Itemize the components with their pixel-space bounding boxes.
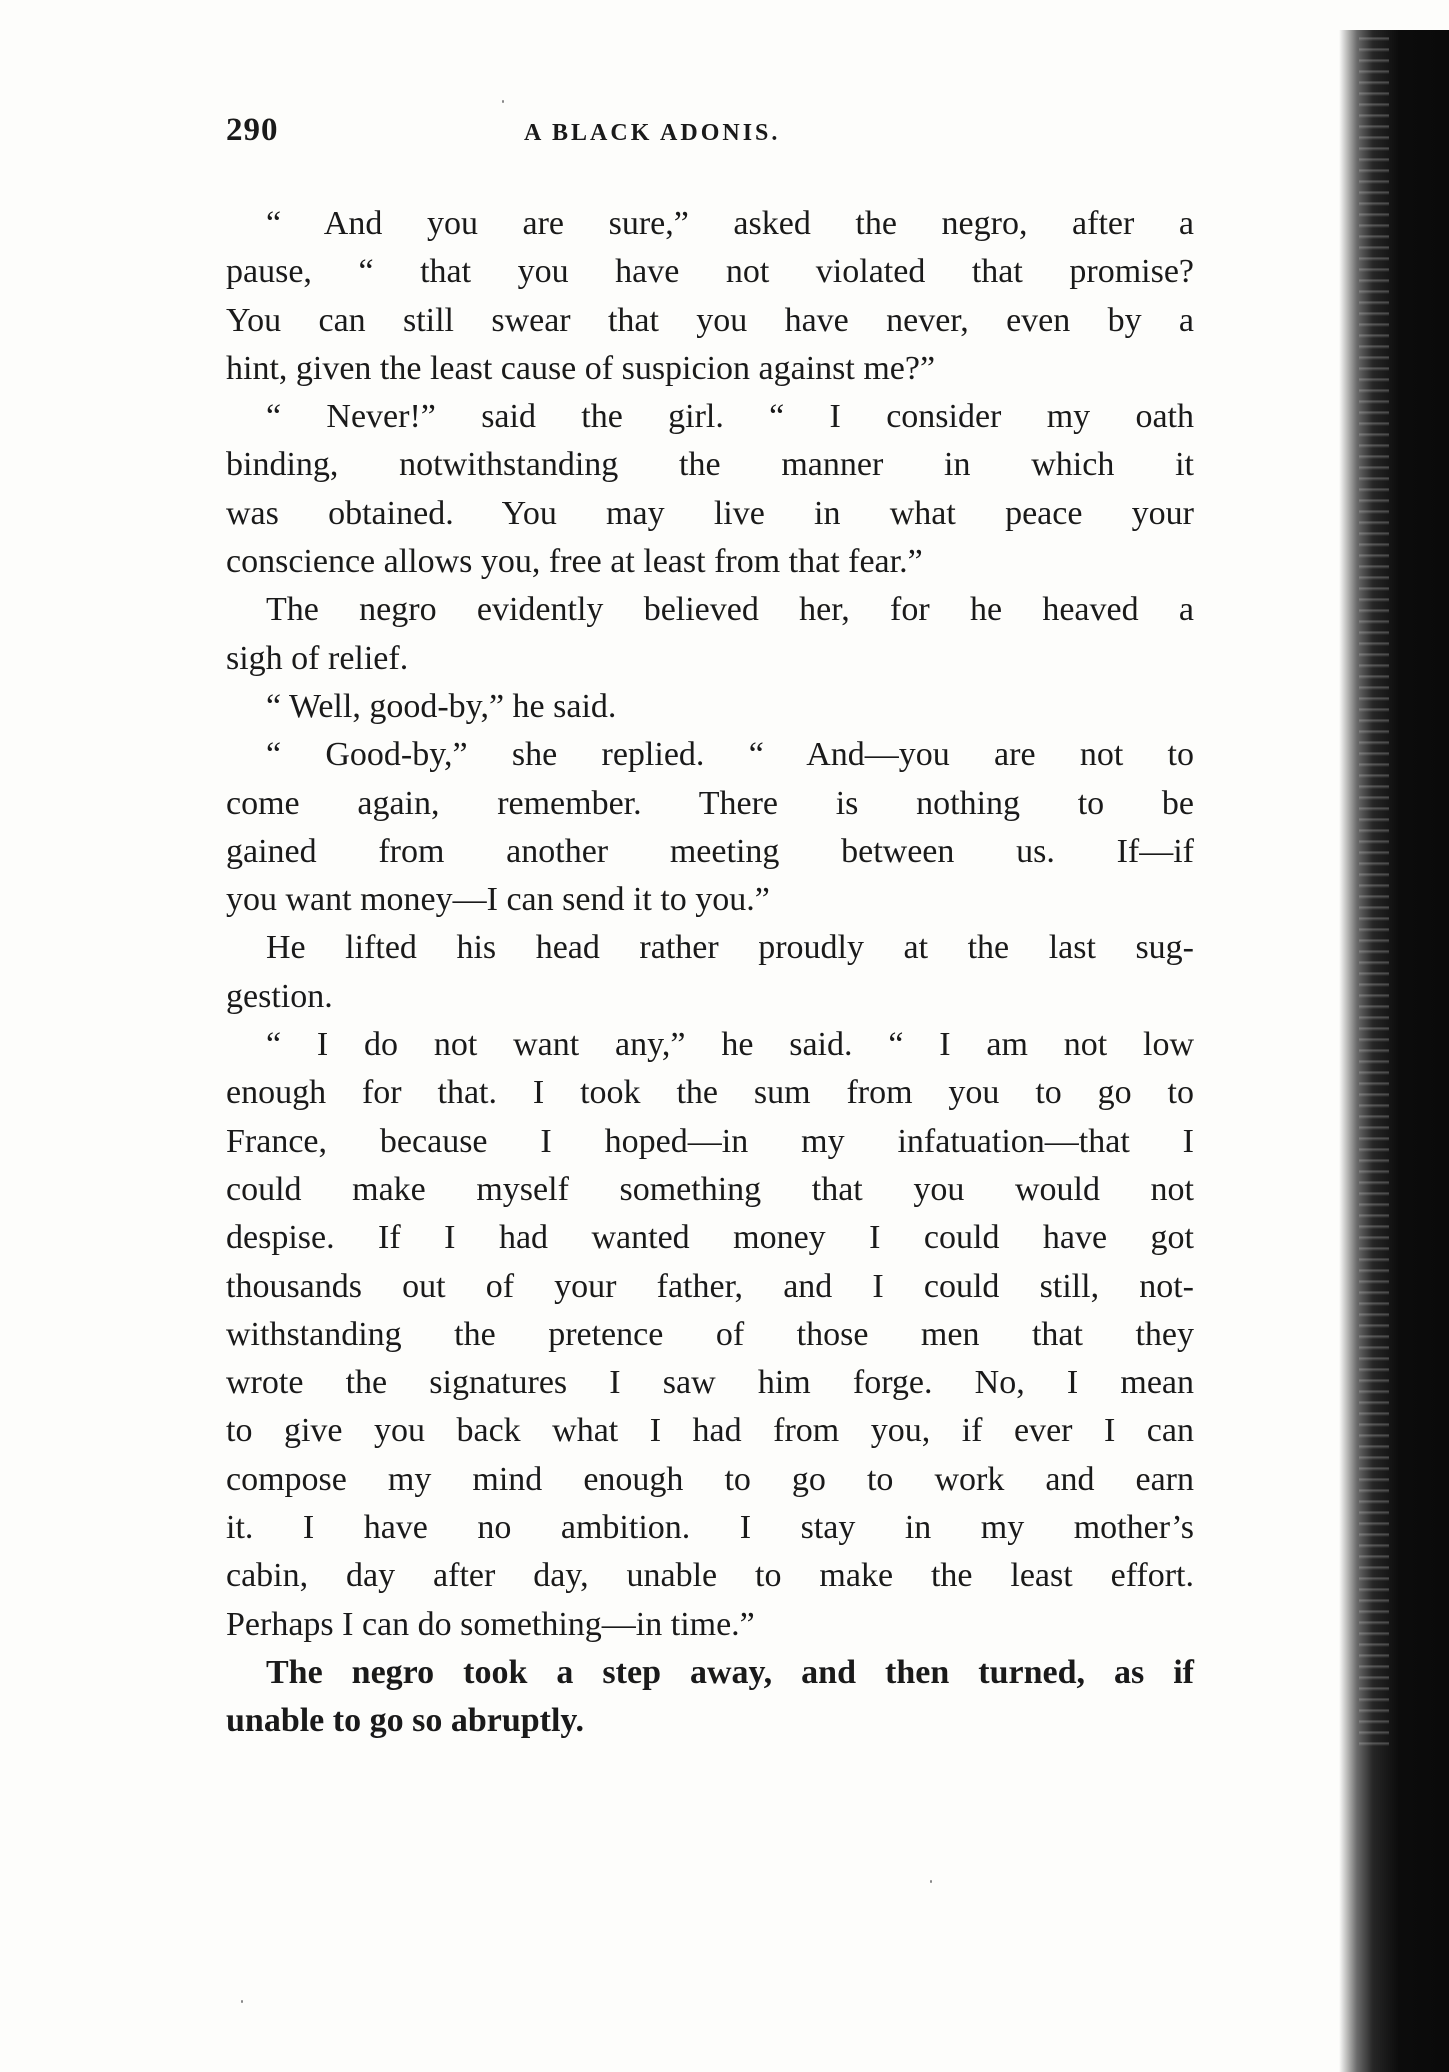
paper-speck xyxy=(502,100,504,103)
paragraph xyxy=(226,393,1194,586)
text-line: compose my mind enough to go to work and earn xyxy=(226,1460,1194,1498)
text-line: “ Never!” said the girl. “ I consider my oath xyxy=(266,398,1194,436)
paragraph xyxy=(226,1649,1194,1746)
binding-texture xyxy=(1359,30,1389,1750)
text-line: thousands out of your father, and I could still, not- xyxy=(226,1267,1194,1305)
body-text xyxy=(226,200,1194,1746)
paragraph xyxy=(226,731,1194,924)
text-line: was obtained. You may live in what peace your xyxy=(226,494,1194,532)
text-line: sigh of relief. xyxy=(226,639,409,677)
page-number: 290 xyxy=(226,112,279,148)
text-line: hint, given the least cause of suspicion against me?” xyxy=(226,349,936,387)
text-line: France, because I hoped—in my infatuation—that I xyxy=(226,1122,1194,1160)
text-line: “ Good-by,” she replied. “ And—you are not to xyxy=(266,736,1194,774)
text-line: it. I have no ambition. I stay in my mother’s xyxy=(226,1509,1194,1547)
page-binding-edge xyxy=(1339,30,1449,2072)
text-line: The negro evidently believed her, for he heaved a xyxy=(266,591,1194,629)
paragraph xyxy=(226,924,1194,1021)
text-line: you want money—I can send it to you.” xyxy=(226,881,770,919)
text-line: despise. If I had wanted money I could have got xyxy=(226,1219,1194,1257)
paragraph xyxy=(226,683,1194,731)
text-line: The negro took a step away, and then turned, as if xyxy=(266,1653,1194,1691)
text-line: You can still swear that you have never, even by a xyxy=(226,301,1194,339)
text-line: enough for that. I took the sum from you to go to xyxy=(226,1074,1194,1112)
paragraph xyxy=(226,586,1194,683)
text-line: could make myself something that you would not xyxy=(226,1170,1194,1208)
text-line: cabin, day after day, unable to make the least effort. xyxy=(226,1557,1194,1595)
running-head xyxy=(226,112,1226,162)
text-line: Perhaps I can do something—in time.” xyxy=(226,1605,755,1643)
text-line: He lifted his head rather proudly at the last sug- xyxy=(266,929,1194,967)
paper-speck xyxy=(241,2000,243,2003)
text-line: conscience allows you, free at least from that fear.” xyxy=(226,543,923,581)
text-line: pause, “ that you have not violated that promise? xyxy=(226,253,1194,291)
running-title: A BLACK ADONIS. xyxy=(524,120,781,146)
text-line: binding, notwithstanding the manner in which it xyxy=(226,446,1194,484)
text-line: “ Well, good-by,” he said. xyxy=(266,687,617,725)
text-line: gestion. xyxy=(226,977,333,1015)
text-line: “ I do not want any,” he said. “ I am not low xyxy=(266,1026,1194,1064)
text-line: come again, remember. There is nothing to be xyxy=(226,784,1194,822)
text-line: unable to go so abruptly. xyxy=(226,1702,585,1740)
paragraph xyxy=(226,1021,1194,1649)
paper-speck xyxy=(930,1880,932,1883)
paragraph xyxy=(226,200,1194,393)
text-line: wrote the signatures I saw him forge. No, I mean xyxy=(226,1364,1194,1402)
text-line: “ And you are sure,” asked the negro, after a xyxy=(266,205,1194,242)
text-line: gained from another meeting between us. If—if xyxy=(226,832,1194,870)
text-line: to give you back what I had from you, if ever I can xyxy=(226,1412,1194,1450)
text-line: withstanding the pretence of those men that they xyxy=(226,1315,1194,1353)
